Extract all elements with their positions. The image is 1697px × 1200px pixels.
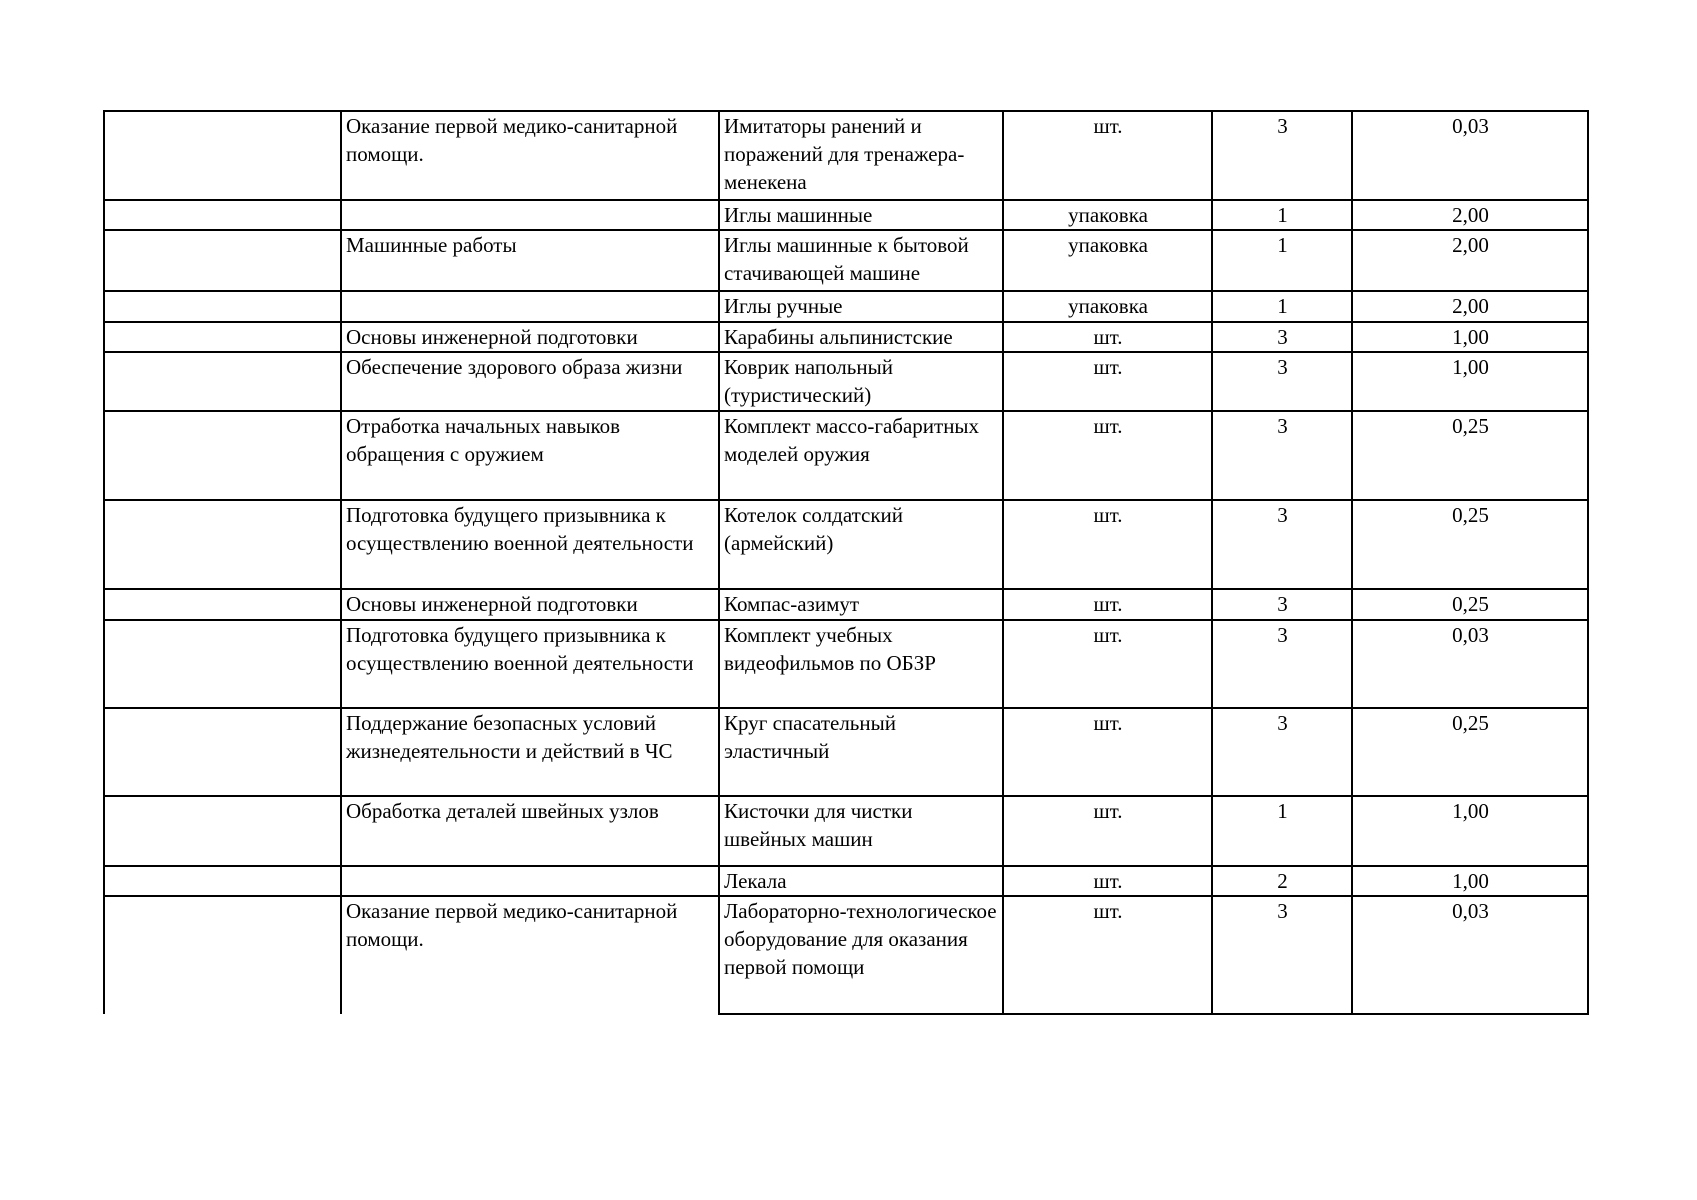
table-row	[104, 230, 1588, 291]
qty-cell: 1	[1212, 291, 1352, 322]
topic-cell: Поддержание безопасных условий жизнедеятельности и действий в ЧС	[341, 708, 719, 796]
table-row	[104, 620, 1588, 708]
value-cell: 2,00	[1352, 200, 1588, 230]
section-cell	[104, 500, 341, 589]
value-cell: 0,25	[1352, 589, 1588, 620]
table-row	[104, 352, 1588, 411]
value-cell: 1,00	[1352, 322, 1588, 352]
topic-cell: Отработка начальных навыков обращения с оружием	[341, 411, 719, 500]
section-cell	[104, 896, 341, 1014]
unit-cell: шт.	[1003, 896, 1212, 1014]
equipment-table	[103, 110, 1589, 1015]
unit-cell: шт.	[1003, 411, 1212, 500]
item-cell: Иглы машинные	[719, 200, 1003, 230]
qty-cell: 3	[1212, 589, 1352, 620]
qty-cell: 3	[1212, 500, 1352, 589]
value-cell: 0,03	[1352, 620, 1588, 708]
section-cell	[104, 708, 341, 796]
item-cell: Имитаторы ранений и поражений для тренажера-менекена	[719, 111, 1003, 200]
value-cell: 1,00	[1352, 352, 1588, 411]
section-cell	[104, 352, 341, 411]
topic-cell: Подготовка будущего призывника к осуществлению военной деятельности	[341, 620, 719, 708]
table-row	[104, 796, 1588, 866]
section-cell	[104, 620, 341, 708]
unit-cell: упаковка	[1003, 291, 1212, 322]
section-cell	[104, 322, 341, 352]
section-cell	[104, 411, 341, 500]
value-cell: 2,00	[1352, 291, 1588, 322]
unit-cell: шт.	[1003, 322, 1212, 352]
unit-cell: упаковка	[1003, 230, 1212, 291]
value-cell: 2,00	[1352, 230, 1588, 291]
unit-cell: шт.	[1003, 796, 1212, 866]
item-cell: Кисточки для чистки швейных машин	[719, 796, 1003, 866]
item-cell: Лекала	[719, 866, 1003, 896]
table-row	[104, 111, 1588, 200]
qty-cell: 3	[1212, 708, 1352, 796]
table-row	[104, 291, 1588, 322]
section-cell	[104, 200, 341, 230]
topic-cell: Машинные работы	[341, 230, 719, 291]
unit-cell: шт.	[1003, 352, 1212, 411]
topic-cell: Оказание первой медико-санитарной помощи.	[341, 111, 719, 200]
item-cell: Иглы ручные	[719, 291, 1003, 322]
unit-cell: шт.	[1003, 620, 1212, 708]
section-cell	[104, 589, 341, 620]
table-row	[104, 866, 1588, 896]
topic-cell: Основы инженерной подготовки	[341, 589, 719, 620]
unit-cell: упаковка	[1003, 200, 1212, 230]
topic-cell	[341, 200, 719, 230]
table-row	[104, 896, 1588, 1014]
value-cell: 0,03	[1352, 896, 1588, 1014]
item-cell: Коврик напольный (туристический)	[719, 352, 1003, 411]
qty-cell: 3	[1212, 322, 1352, 352]
qty-cell: 3	[1212, 111, 1352, 200]
topic-cell: Подготовка будущего призывника к осуществлению военной деятельности	[341, 500, 719, 589]
item-cell: Компас-азимут	[719, 589, 1003, 620]
qty-cell: 1	[1212, 200, 1352, 230]
value-cell: 0,25	[1352, 500, 1588, 589]
value-cell: 0,25	[1352, 411, 1588, 500]
topic-cell	[341, 291, 719, 322]
section-cell	[104, 111, 341, 200]
table-row	[104, 200, 1588, 230]
section-cell	[104, 230, 341, 291]
section-cell	[104, 291, 341, 322]
section-cell	[104, 866, 341, 896]
qty-cell: 2	[1212, 866, 1352, 896]
table-row	[104, 589, 1588, 620]
unit-cell: шт.	[1003, 111, 1212, 200]
unit-cell: шт.	[1003, 866, 1212, 896]
table-row	[104, 322, 1588, 352]
section-cell	[104, 796, 341, 866]
item-cell: Котелок солдатский (армейский)	[719, 500, 1003, 589]
qty-cell: 3	[1212, 896, 1352, 1014]
topic-cell	[341, 866, 719, 896]
unit-cell: шт.	[1003, 500, 1212, 589]
item-cell: Комплект учебных видеофильмов по ОБЗР	[719, 620, 1003, 708]
item-cell: Лабораторно-технологическое оборудование для оказания первой помощи	[719, 896, 1003, 1014]
item-cell: Карабины альпинистские	[719, 322, 1003, 352]
value-cell: 0,03	[1352, 111, 1588, 200]
qty-cell: 1	[1212, 230, 1352, 291]
value-cell: 0,25	[1352, 708, 1588, 796]
value-cell: 1,00	[1352, 866, 1588, 896]
topic-cell: Оказание первой медико-санитарной помощи.	[341, 896, 719, 1014]
qty-cell: 1	[1212, 796, 1352, 866]
qty-cell: 3	[1212, 411, 1352, 500]
topic-cell: Обеспечение здорового образа жизни	[341, 352, 719, 411]
item-cell: Комплект массо-габаритных моделей оружия	[719, 411, 1003, 500]
item-cell: Иглы машинные к бытовой стачивающей машине	[719, 230, 1003, 291]
topic-cell: Обработка деталей швейных узлов	[341, 796, 719, 866]
unit-cell: шт.	[1003, 589, 1212, 620]
value-cell: 1,00	[1352, 796, 1588, 866]
qty-cell: 3	[1212, 620, 1352, 708]
unit-cell: шт.	[1003, 708, 1212, 796]
topic-cell: Основы инженерной подготовки	[341, 322, 719, 352]
item-cell: Круг спасательный эластичный	[719, 708, 1003, 796]
table-row	[104, 708, 1588, 796]
table-row	[104, 411, 1588, 500]
table-row	[104, 500, 1588, 589]
qty-cell: 3	[1212, 352, 1352, 411]
